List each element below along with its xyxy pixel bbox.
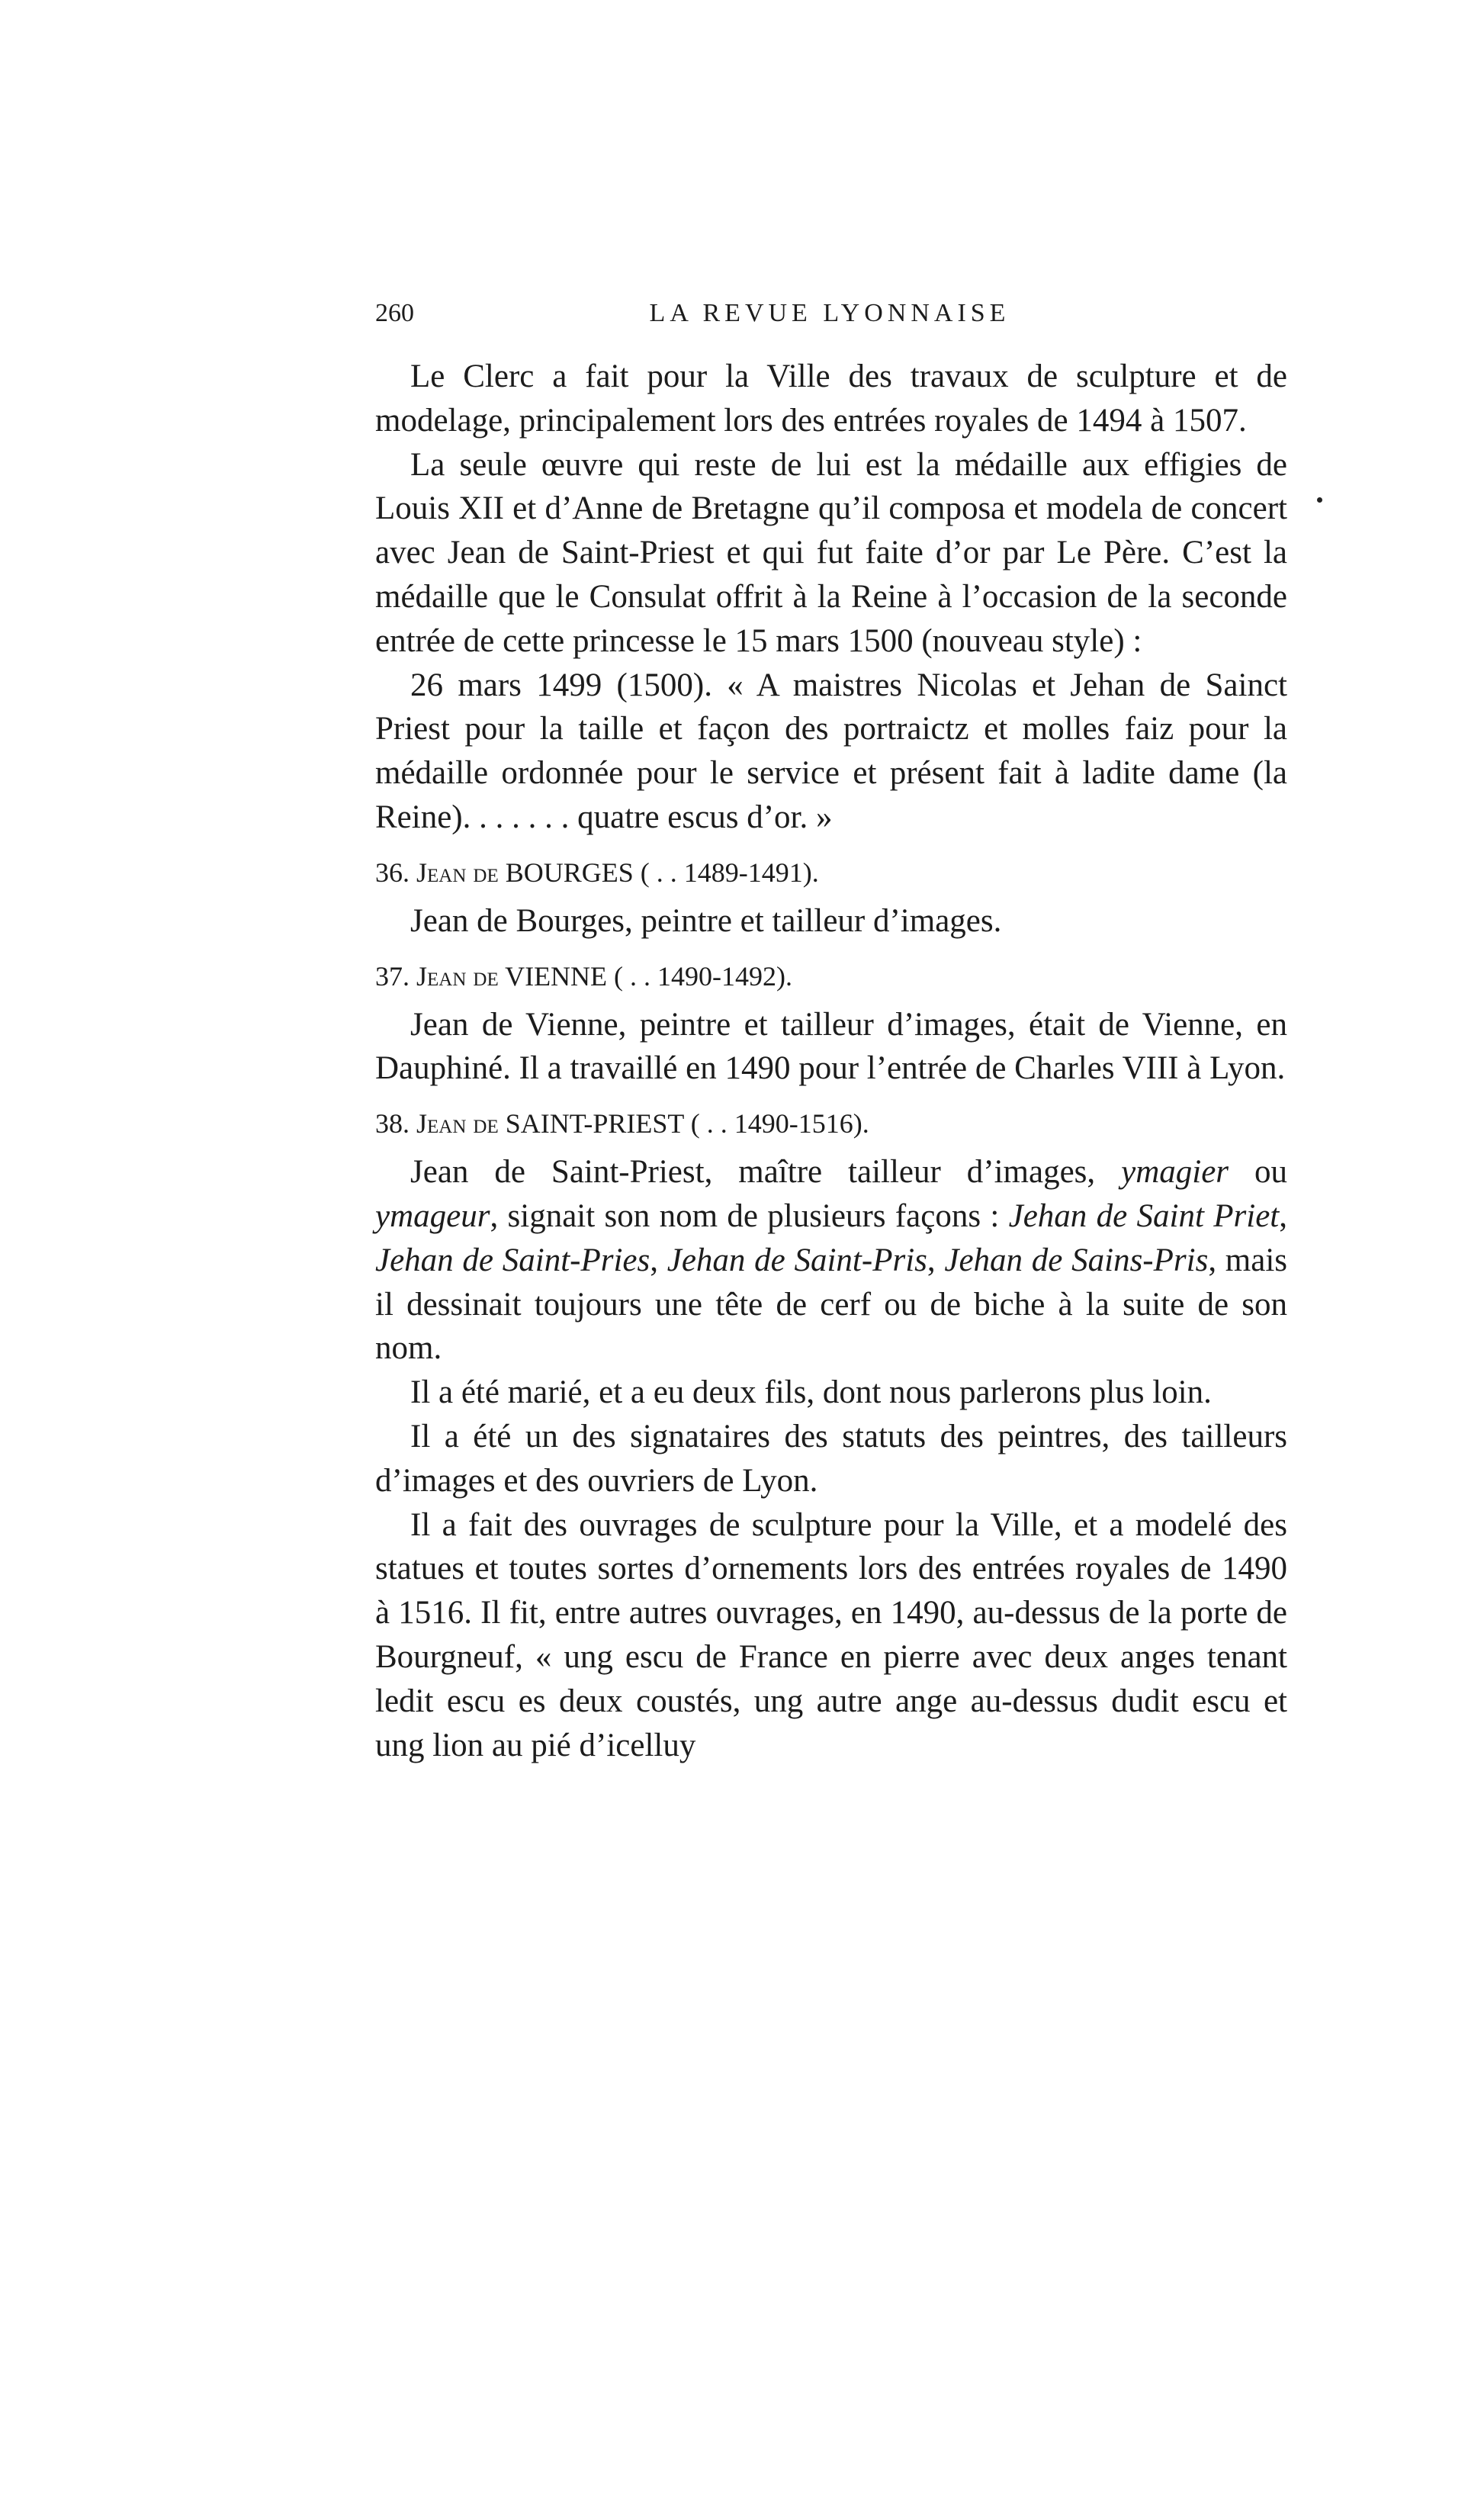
entry-heading-37 bbox=[375, 959, 1287, 994]
entry-number: 37. bbox=[375, 960, 410, 992]
page-number: 260 bbox=[375, 299, 414, 327]
ink-speck bbox=[1317, 497, 1322, 503]
running-header bbox=[375, 299, 1284, 345]
text-run: , mais il dessinait toujours une tête de cerf ou de biche à la suite de son nom. bbox=[375, 1242, 1288, 1367]
entry-name-prefix: Jean de bbox=[416, 857, 499, 888]
text-run: , bbox=[650, 1242, 667, 1278]
italic-name-variant: Jehan de Saint-Pries bbox=[375, 1242, 650, 1278]
italic-name-variant: Jehan de Saint-Pris bbox=[667, 1242, 927, 1278]
entry-heading-36 bbox=[375, 855, 1287, 890]
text-run: , signait son nom de plusieurs façons : bbox=[490, 1197, 1009, 1234]
paragraph: Il a fait des ouvrages de sculpture pour la Ville, et a modelé des statues et toutes sortes d’ornements lors des entrées royales de 1490 à 1516. Il fit, entre autres ouvrages, en 1490, au-dessus de la porte de Bourgneuf, « ung escu de France en pierre avec deux anges tenant ledit escu es deux coustés, ung autre ange au-dessus dudit escu et ung lion au pié d’icelluy bbox=[375, 1506, 1287, 1763]
paragraph: La seule œuvre qui reste de lui est la médaille aux effigies de Louis XII et d’Anne de Bretagne qu’il composa et modela de concert avec Jean de Saint-Priest et qui fut faite d’or par Le Père. C’est la médaille que le Consulat offrit à la Reine à l’occasion de la seconde entrée de cette princesse le 15 mars 1500 (nouveau style) : bbox=[375, 446, 1287, 659]
italic-term: ymageur bbox=[375, 1197, 490, 1234]
entry-name: SAINT-PRIEST bbox=[505, 1108, 684, 1139]
paragraph: Jean de Vienne, peintre et tailleur d’images, était de Vienne, en Dauphiné. Il a travaillé en 1490 pour l’entrée de Charles VIII à Lyon. bbox=[375, 1006, 1287, 1087]
text-run: , bbox=[1279, 1197, 1287, 1234]
paragraph bbox=[375, 1150, 1287, 1371]
italic-name-variant: Jehan de Saint Priet bbox=[1008, 1197, 1280, 1234]
paragraph: Le Clerc a fait pour la Ville des travaux de sculpture et de modelage, principalement lors des entrées royales de 1494 à 1507. bbox=[375, 358, 1287, 439]
entry-number: 36. bbox=[375, 857, 410, 888]
entry-dates: ( . . 1489-1491). bbox=[640, 857, 819, 888]
italic-name-variant: Jehan de Sains-Pris bbox=[944, 1242, 1209, 1278]
entry-name-prefix: Jean de bbox=[416, 1108, 499, 1139]
quoted-paragraph: 26 mars 1499 (1500). « A maistres Nicolas et Jehan de Sainct Priest pour la taille et façon des portraictz et molles faiz pour la médaille ordonnée pour le service et présent fait à ladite dame (la Reine). . . . . . . quatre escus d’or. » bbox=[375, 667, 1287, 835]
entry-name-prefix: Jean de bbox=[416, 960, 499, 992]
entry-name: VIENNE bbox=[505, 960, 608, 992]
entry-dates: ( . . 1490-1516). bbox=[690, 1108, 869, 1139]
text-run: Jean de Saint-Priest, maître tailleur d’images, bbox=[410, 1154, 1122, 1191]
text-run: , bbox=[927, 1242, 945, 1278]
paragraph: Il a été marié, et a eu deux fils, dont nous parlerons plus loin. bbox=[410, 1374, 1212, 1411]
italic-term: ymagier bbox=[1121, 1154, 1229, 1191]
paragraph: Jean de Bourges, peintre et tailleur d’images. bbox=[410, 902, 1002, 939]
entry-heading-38 bbox=[375, 1106, 1287, 1141]
page-body bbox=[375, 355, 1287, 1767]
entry-name: BOURGES bbox=[505, 857, 634, 888]
paragraph: Il a été un des signataires des statuts des peintres, des tailleurs d’images et des ouvriers de Lyon. bbox=[375, 1418, 1287, 1499]
running-title: LA REVUE LYONNAISE bbox=[649, 299, 1010, 327]
entry-number: 38. bbox=[375, 1108, 410, 1139]
text-run: ou bbox=[1229, 1154, 1287, 1191]
entry-dates: ( . . 1490-1492). bbox=[614, 960, 793, 992]
